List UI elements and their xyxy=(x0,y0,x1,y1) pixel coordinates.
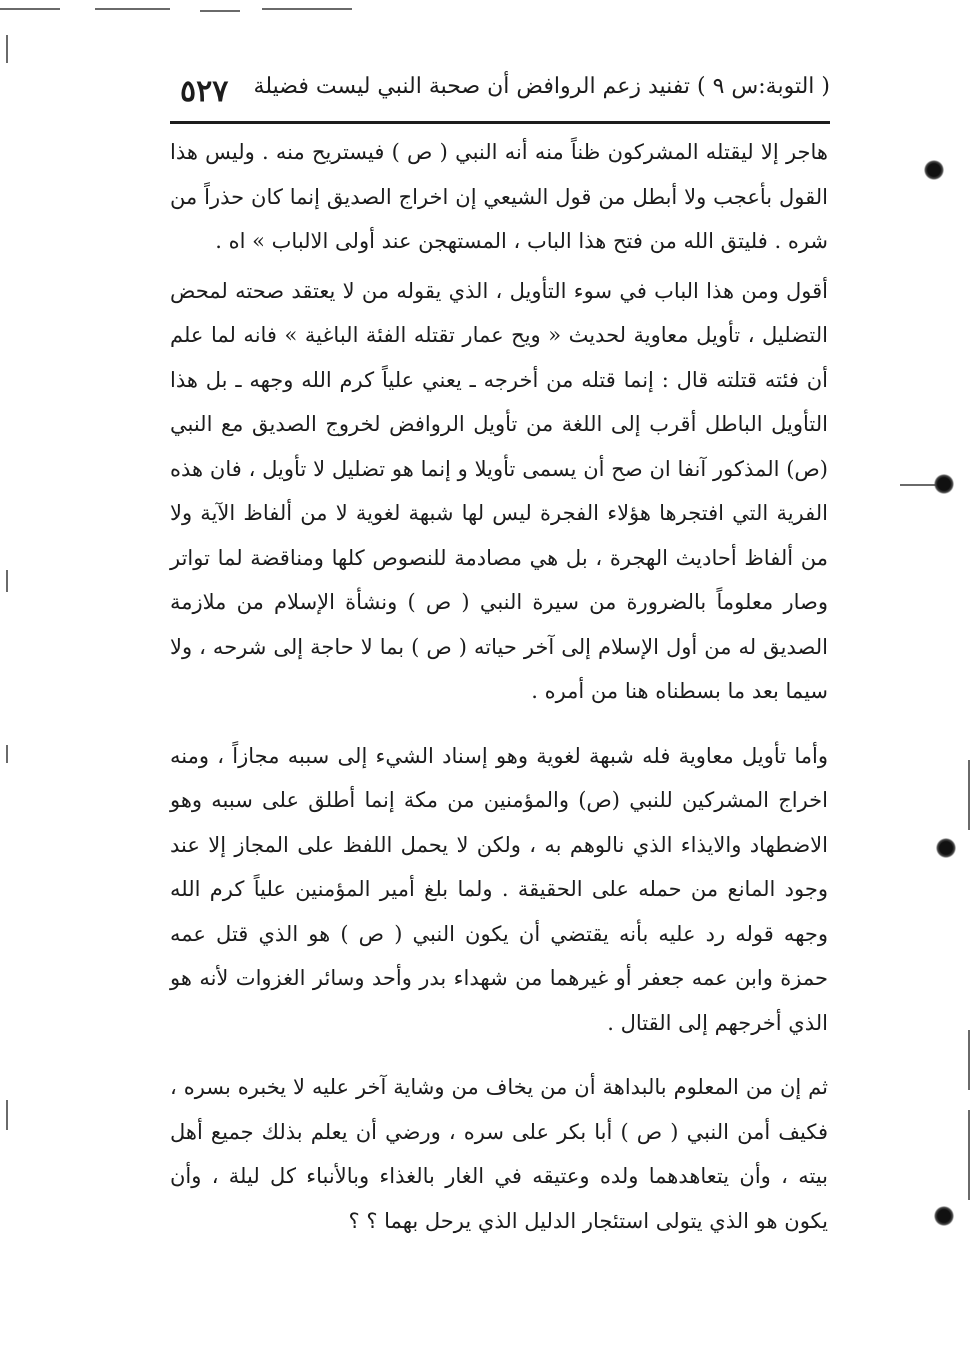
scan-edge-mark xyxy=(6,35,8,63)
scan-edge-mark xyxy=(968,1030,970,1090)
scan-edge-mark xyxy=(968,760,970,830)
scan-edge-mark xyxy=(95,8,170,10)
binding-hole-mark xyxy=(924,160,944,180)
page-number: ٥٢٧ xyxy=(180,74,229,109)
paragraph: وأما تأويل معاوية فله شبهة لغوية وهو إسناد الشيء إلى سببه مجازاً ، ومنه اخراج المشركين للنبي (ص) والمؤمنين من مكة إنما أطلق على سببه وهو الاضطهاد والايذاء الذي نالوهم به ، ولكن لا يحمل اللفظ على المجاز إلا عند وجود المانع من حمله على الحقيقة . ولما بلغ أمير المؤمنين علياً كرم الله وجهه قوله رد عليه بأنه يقتضي أن يكون النبي ( ص ) هو الذي قتل عمه حمزة وابن عمه جعفر أو غيرهما من شهداء بدر وأحد وسائر الغزوات لأنه هو الذي أخرجهم إلى القتال . xyxy=(170,743,828,1035)
scan-edge-mark xyxy=(6,570,8,592)
scan-edge-mark xyxy=(262,8,352,10)
binding-hole-mark xyxy=(934,474,954,494)
body-text xyxy=(170,130,828,1243)
running-header xyxy=(160,68,830,124)
scan-edge-mark xyxy=(968,1110,970,1200)
scan-edge-mark xyxy=(200,10,240,12)
scan-edge-mark xyxy=(6,745,8,763)
binding-hole-mark xyxy=(934,1206,954,1226)
paragraph: هاجر إلا ليقتله المشركون ظناً منه أنه النبي ( ص ) فيستريح منه . وليس هذا القول بأعجب ولا أبطل من قول الشيعي إن اخراج الصديق إنما كان حذراً من شره . فليتق الله من فتح هذا الباب ، المستهجن عند أولى الالباب » اه . xyxy=(170,140,828,253)
binding-hole-mark xyxy=(936,838,956,858)
paragraph: ثم إن من المعلوم بالبداهة أن من يخاف من وشاية آخر عليه لا يخبره بسره ، فكيف أمن النبي ( ص ) أبا بكر على سره ، ورضي أن يعلم بذلك جميع أهل بيته ، وأن يتعاهدهما ولده وعتيقه في الغار بالغذاء وبالأنباء كل ليلة ، وأن يكون هو الذي يتولى استئجار الدليل الذي يرحل بهما ؟ ؟ xyxy=(170,1075,828,1233)
header-rule xyxy=(170,121,830,124)
paragraph: أقول ومن هذا الباب في سوء التأويل ، الذي يقوله من لا يعتقد صحته لمحض التضليل ، تأويل معاوية لحديث « ويح عمار تقتله الفئة الباغية » فانه لما علم أن فئته قتلته قال : إنما قتله من أخرجه ـ يعني علياً كرم الله وجهه ـ بل هذا التأويل الباطل أقرب إلى اللغة من تأويل الروافض لخروج الصديق مع النبي (ص) المذكور آنفا ان صح أن يسمى تأويلا و إنما هو تضليل لا تأويل ، فان هذه الفرية التي افتجرها هؤلاء الفجرة ليس لها شبهة لغوية لا من ألفاظ الآية ولا من ألفاظ أحاديث الهجرة ، بل هي مصادمة للنصوص كلها ومناقضة لما تواتر وصار معلوماً بالضرورة من سيرة النبي ( ص ) ونشأة الإسلام من ملازمة الصديق له من أول الإسلام إلى آخر حياته ( ص ) بما لا حاجة إلى شرحه ، ولا سيما بعد ما بسطناه هنا من أمره . xyxy=(170,278,828,703)
scan-edge-mark xyxy=(0,8,60,10)
scan-edge-mark xyxy=(6,1100,8,1130)
header-title: ( التوبة:س ٩ ) تفنيد زعم الروافض أن صحبة النبي ليست فضيلة xyxy=(253,74,830,99)
